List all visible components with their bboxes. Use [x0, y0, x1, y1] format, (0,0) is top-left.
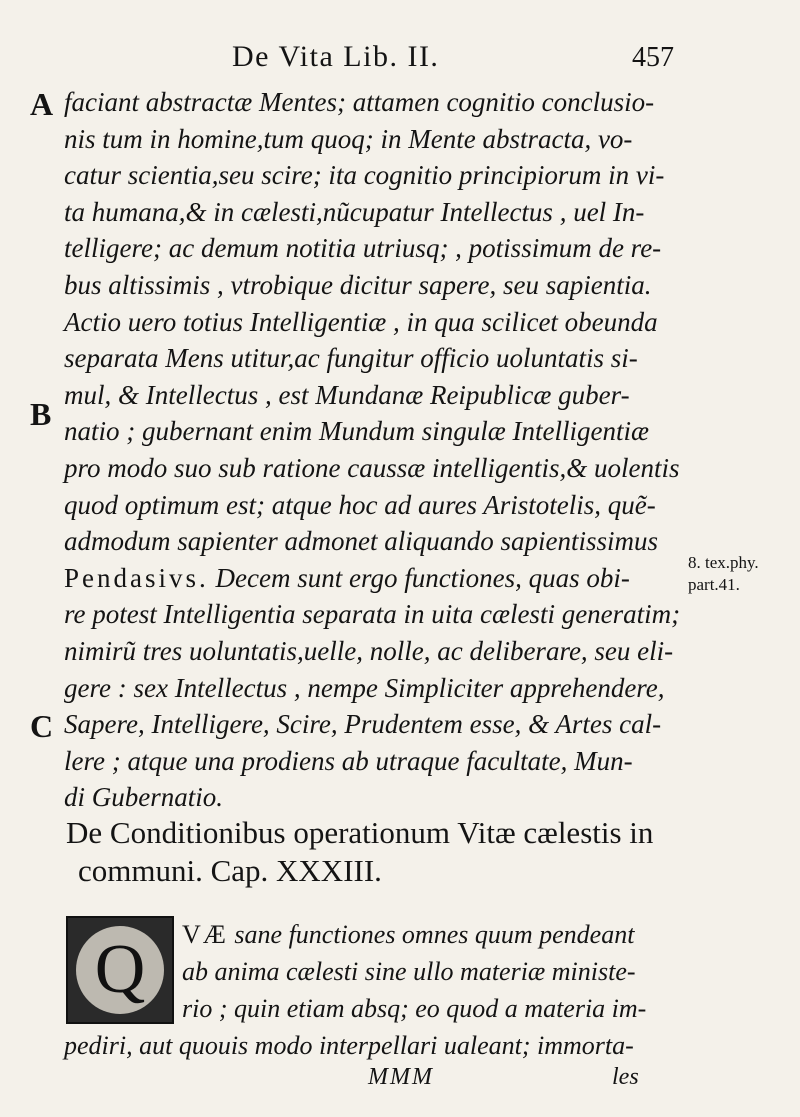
text-span: Decem sunt ergo functiones, quas obi- [208, 562, 630, 593]
text-line: ab anima cælesti sine ullo materiæ ministe- [182, 957, 636, 986]
text-line: mul, & Intellectus , est Mundanæ Reipublicæ guber- [64, 379, 630, 410]
margin-note-line: 8. tex.phy. [688, 553, 759, 572]
text-line: pro modo suo sub ratione caussæ intelligentis,& uolentis [64, 452, 680, 483]
text-line: catur scientia,seu scire; ita cognitio principiorum in vi- [64, 160, 665, 191]
page-number: 457 [632, 42, 674, 73]
text-line: gere : sex Intellectus , nempe Simpliciter apprehendere, [64, 672, 665, 703]
text-line: telligere; ac demum notitia utriusq; , potissimum de re- [64, 233, 662, 264]
initial-letter: Q [76, 926, 164, 1014]
text-line: separata Mens utitur,ac fungitur officio uoluntatis si- [64, 343, 638, 374]
text-line-pendasius [64, 560, 679, 597]
text-line: re potest Intelligentia separata in uita cælesti generatim; [64, 599, 681, 630]
catchword: les [612, 1064, 639, 1090]
author-name: Pendasivs. [64, 562, 209, 593]
margin-note-line: part.41. [688, 575, 740, 594]
text-line: Sapere, Intelligere, Scire, Prudentem esse, & Artes cal- [64, 709, 662, 740]
running-header: De Vita Lib. II. [232, 40, 440, 73]
text-line: faciant abstractæ Mentes; attamen cognitio conclusio- [64, 87, 655, 117]
signature-mark: MMM [368, 1064, 434, 1090]
text-line: lere ; atque una prodiens ab utraque facultate, Mun- [64, 745, 633, 776]
text-line: quod optimum est; atque hoc ad aures Aristotelis, quẽ- [64, 489, 656, 520]
main-text-block [64, 84, 679, 816]
text-span: sane functiones omnes quum pendeant [227, 920, 635, 949]
text-line: bus altissimis , vtrobique dicitur sapere, seu sapientia. [64, 269, 652, 300]
chapter-heading-line: De Conditionibus operationum Vitæ cælestis in [66, 815, 654, 850]
section-marker-b: B [30, 396, 52, 432]
text-line: pediri, aut quouis modo interpellari ualeant; immorta- [64, 1031, 634, 1060]
text-line: admodum sapienter admonet aliquando sapientissimus [64, 526, 658, 557]
text-line: Actio uero totius Intelligentiæ , in qua scilicet obeunda [64, 306, 658, 337]
section-marker-a: A [30, 86, 54, 122]
chapter-text-block [64, 916, 679, 1064]
opening-caps: VÆ [182, 920, 228, 949]
text-line: ta humana,& in cælesti,nũcupatur Intellectus , uel In- [64, 196, 645, 227]
chapter-heading-line: communi. Cap. XXXIII. [78, 853, 382, 888]
margin-note [688, 552, 759, 596]
section-marker-c: C [30, 708, 54, 744]
text-line [64, 916, 679, 953]
text-line: di Gubernatio. [64, 782, 223, 813]
text-line: rio ; quin etiam absq; eo quod a materia im- [182, 994, 647, 1023]
text-line: nis tum in homine,tum quoq; in Mente abstracta, vo- [64, 123, 633, 154]
text-line: natio ; gubernant enim Mundum singulæ Intelligentiæ [64, 416, 649, 447]
text-line: nimirũ tres uoluntatis,uelle, nolle, ac deliberare, seu eli- [64, 635, 674, 666]
chapter-heading [66, 814, 686, 890]
